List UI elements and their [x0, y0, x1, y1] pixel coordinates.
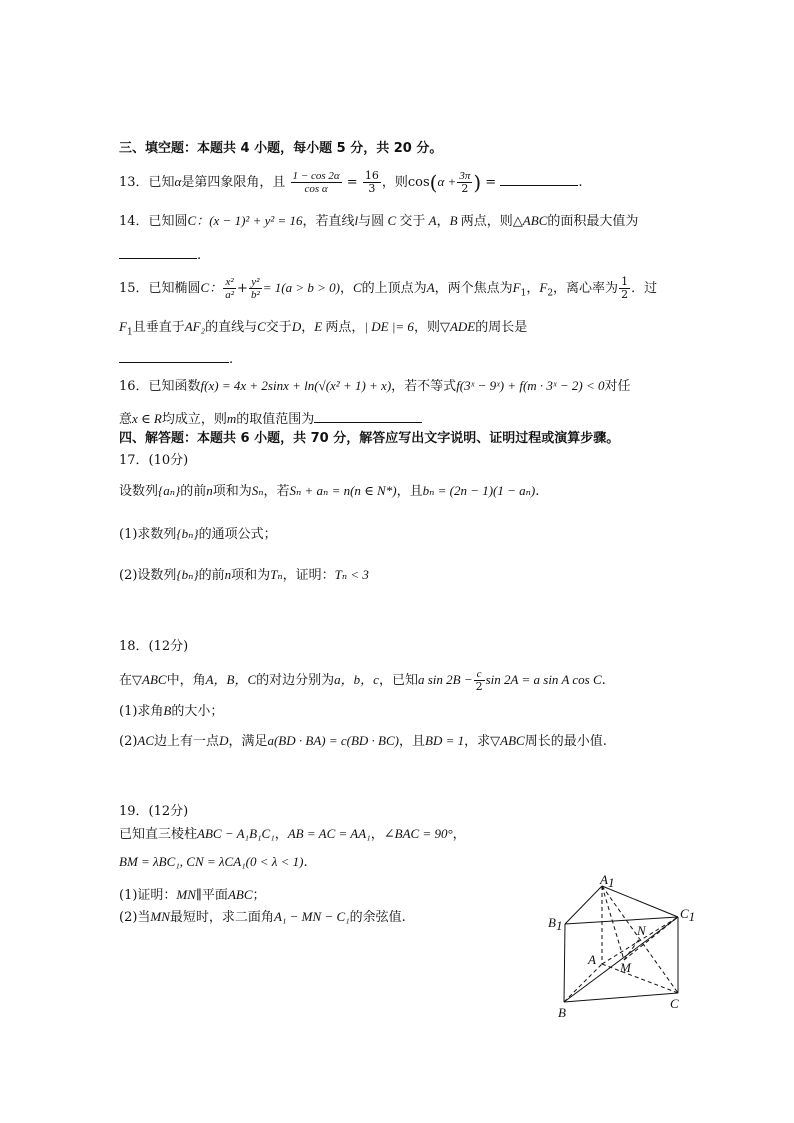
section-4-heading: 四、解答题：本题共 6 小题，共 70 分，解答应写出文字说明、证明过程或演算步骤。 — [119, 431, 620, 446]
q18-stem: 在▽ABC中，角A，B，C的对边分别为a，b，c，已知a sin 2B − $\frac{c}{2}$ sin 2A = a sin A cos C. — [119, 668, 606, 693]
q14-answer-blank — [119, 246, 197, 259]
edge-BC — [564, 993, 678, 1002]
q13-fraction-1: $\frac{1 - \cos 2\alpha}{\text{cos α}}$ — [292, 170, 340, 195]
label-B: B — [558, 1005, 566, 1020]
label-A: A — [588, 952, 596, 967]
label-C1: C1 — [680, 906, 696, 924]
label-B1: B1 — [548, 915, 563, 933]
q15-answer-line: . — [119, 350, 233, 369]
q19-part-2: (2)当MN最短时，求二面角A₁ − MN − C₁的余弦值. — [119, 909, 406, 925]
q15-answer-blank — [119, 350, 229, 363]
edge-AC — [602, 964, 678, 993]
label-A1: A1 — [600, 872, 615, 890]
q16-answer-blank — [314, 410, 422, 423]
q19-title: 19．(12分) — [119, 804, 189, 819]
edge-AB — [564, 964, 602, 1002]
edge-B1C1 — [565, 917, 678, 924]
q13-fraction-3: $\frac{3\pi}{2}$ — [459, 170, 471, 195]
diagonal-CA1 — [602, 886, 678, 993]
q17-part-2: (2)设数列{bₙ}的前n项和为Tₙ，证明：Tₙ < 3 — [119, 567, 369, 583]
segment-A1M — [602, 886, 624, 960]
q19-stem: 已知直三棱柱ABC − A₁B₁C₁，AB = AC = AA₁，∠BAC = 90°， — [119, 826, 466, 842]
q13-fraction-2: $\frac{16}{3}$ — [364, 169, 379, 195]
edge-A1C1 — [602, 886, 678, 917]
segment-MC1 — [624, 917, 678, 960]
q13-text-b: 是第四象限角，且 — [181, 175, 286, 190]
q13-text-a: 13．已知 — [119, 175, 175, 190]
label-M: M — [620, 960, 631, 975]
question-15: 15．已知椭圆C： $\frac{\text{x²}}{\text{a²}}$ + $\frac{\text{y²}}{\text{b²}}$ = 1(a > b > 0)，C的上顶点为A，两个焦点为$F_1$，$F_2$，离心率为 $\frac{1}{2}$ ．过 — [119, 275, 658, 301]
question-15-line-2: $F_1$且垂直于AF₂的直线与C交于D，E 两点，| DE |= 6，则▽ADE的周长是 — [119, 319, 528, 338]
q17-stem: 设数列{aₙ}的前n项和为Sₙ，若Sₙ + aₙ = n(n ∈ N*)，且bₙ = (2n − 1)(1 − aₙ). — [119, 483, 540, 499]
prism-figure — [540, 872, 700, 1020]
section-3-heading: 三、填空题：本题共 4 小题，每小题 5 分，共 20 分。 — [119, 141, 443, 156]
edge-A1B1 — [565, 886, 602, 924]
question-14: 14．已知圆C：(x − 1)² + y² = 16，若直线l与圆 C 交于 A，B 两点，则△ABC的面积最大值为 — [119, 213, 639, 229]
edge-BB1 — [564, 924, 565, 1002]
q18-part-2: (2)AC边上有一点D，满足a(BD · BA) = c(BD · BC)，且BD = 1，求▽ABC周长的最小值. — [119, 733, 607, 749]
q18-part-1: (1)求角B的大小； — [119, 703, 224, 719]
question-16-line-2: 意x ∈ R均成立，则m的取值范围为 — [119, 410, 422, 429]
q13-answer-blank — [500, 173, 578, 186]
q14-answer-line: . — [119, 246, 201, 265]
q17-part-1: (1)求数列{bₙ}的通项公式； — [119, 526, 277, 542]
q17-title: 17．(10分) — [119, 453, 189, 468]
label-C: C — [670, 996, 679, 1011]
q18-title: 18．(12分) — [119, 639, 189, 654]
question-16: 16．已知函数f(x) = 4x + 2sinx + ln(√(x² + 1) + x)，若不等式f(3ˣ − 9ˣ) + f(m · 3ˣ − 2) < 0对任 — [119, 378, 631, 394]
q19-vectors: BM = λBC₁, CN = λCA₁(0 < λ < 1). — [119, 854, 308, 870]
label-N: N — [637, 923, 646, 938]
question-13: 13．已知α是第四象限角，且 $\frac{1 - \cos 2\alpha}{\text{cos α}}$ = $\frac{16}{3}$ ，则cos(α + $\frac{3\pi}{2}$ ) = . — [119, 169, 583, 195]
q19-part-1: (1)证明：MN∥平面ABC； — [119, 887, 266, 903]
